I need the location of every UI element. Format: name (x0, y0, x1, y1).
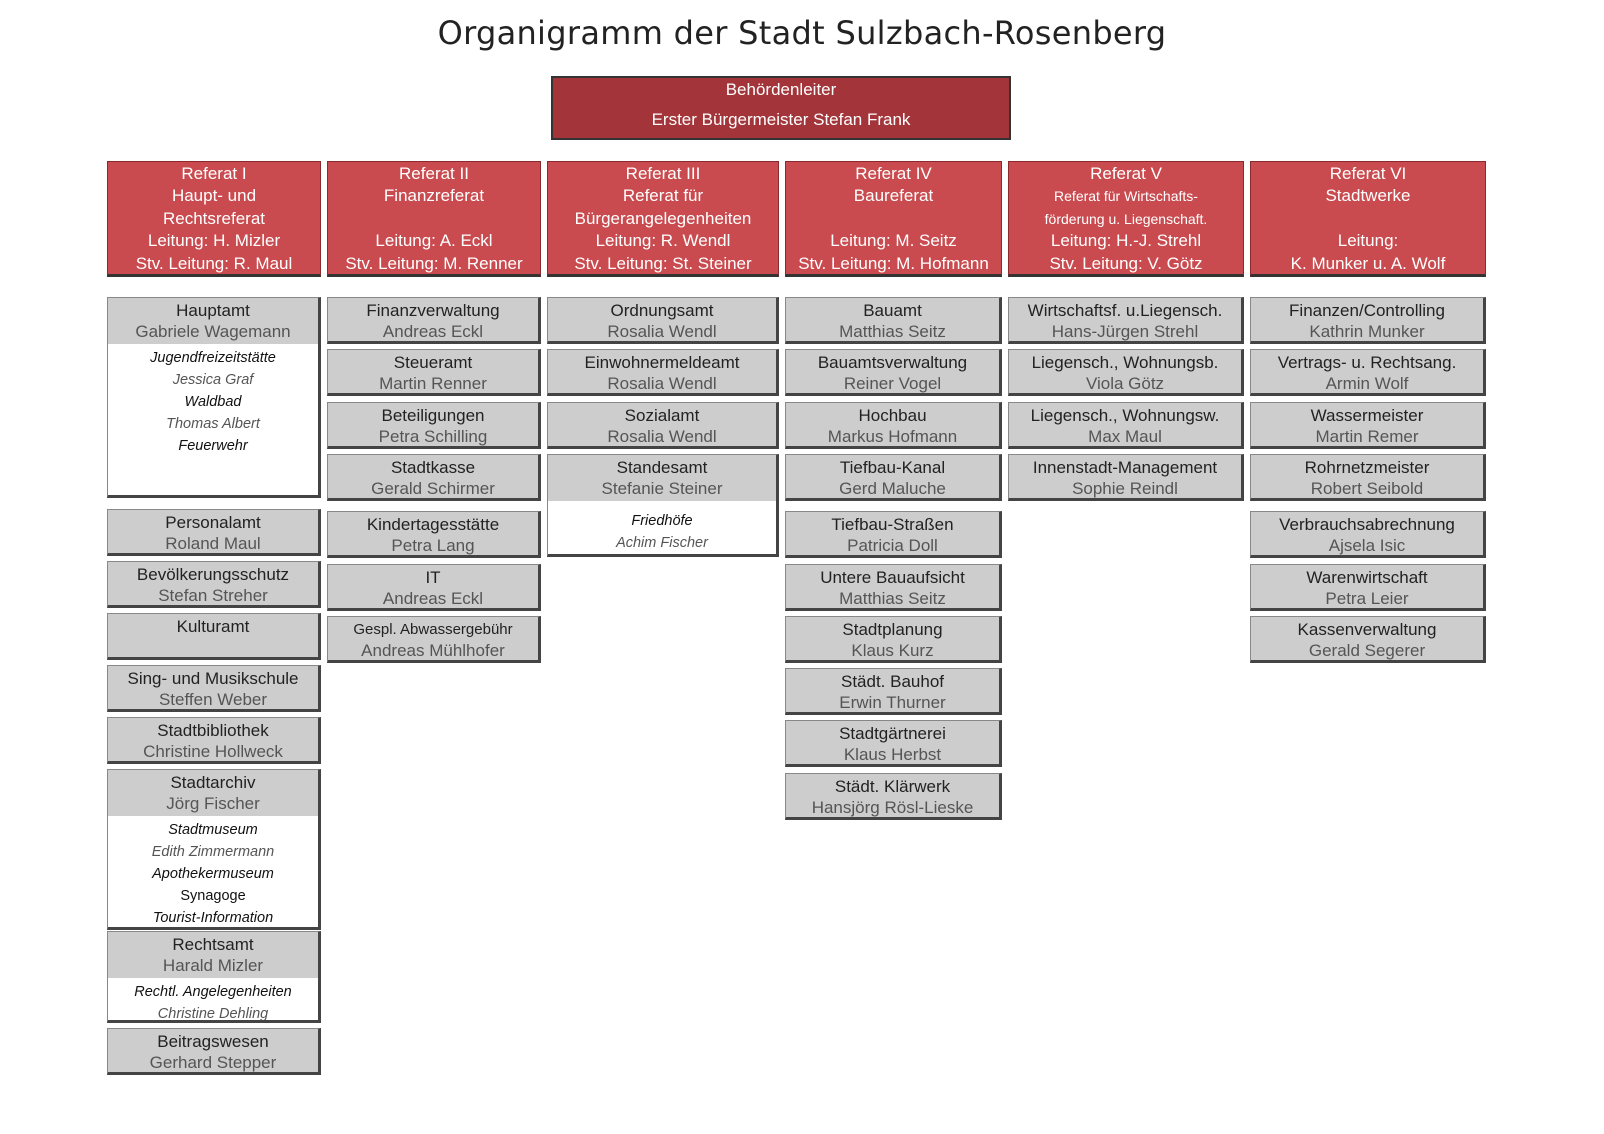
unit-box (547, 454, 779, 557)
unit-head-person: Martin Renner (379, 374, 487, 394)
unit-name: Innenstadt-Management (1032, 457, 1218, 477)
sub-unit-list (548, 501, 776, 554)
unit-head-person: Petra Lang (391, 536, 475, 556)
sub-unit-name: Friedhöfe (631, 512, 693, 529)
referat-header-line: Leitung: H. Mizler (147, 231, 281, 251)
unit-head-person: Hans-Jürgen Strehl (1051, 322, 1199, 341)
unit-name: Rechtsamt (172, 935, 254, 954)
unit-head-person: Matthias Seitz (839, 322, 946, 341)
sub-unit-name: Tourist-Information (152, 910, 274, 926)
referat-header-4 (785, 161, 1002, 277)
unit-box (327, 511, 541, 558)
unit-head-person: Stefanie Steiner (601, 478, 723, 498)
referat-header-line (1251, 208, 1485, 230)
sub-unit-person: Jessica Graf (172, 372, 254, 388)
referat-header-line: Stv. Leitung: R. Maul (135, 253, 293, 273)
sub-unit-list (108, 978, 318, 1020)
unit-box (785, 564, 1002, 611)
unit-box (1250, 616, 1486, 663)
unit-head-person: Viola Götz (1085, 374, 1165, 394)
head-of-authority-box (551, 76, 1011, 140)
unit-head-person: Reiner Vogel (843, 374, 942, 394)
referat-header-line: Leitung: A. Eckl (375, 231, 493, 251)
unit-head-person: Max Maul (1088, 426, 1162, 446)
referat-header-line (786, 208, 1001, 230)
unit-box (107, 561, 321, 608)
sub-unit-list (108, 344, 318, 495)
page-title: Organigramm der Stadt Sulzbach-Rosenberg (437, 14, 1167, 52)
referat-header-line: Referat I (181, 164, 247, 183)
unit-head-person: Stefan Streher (158, 586, 268, 605)
unit-name: Stadtgärtnerei (839, 724, 946, 744)
unit-name: Steueramt (393, 353, 473, 373)
unit-box (1250, 349, 1486, 396)
unit-box (107, 931, 321, 1023)
unit-box (327, 349, 541, 396)
sub-unit-name: Feuerwehr (178, 438, 248, 454)
unit-head-person: Rosalia Wendl (607, 322, 717, 341)
unit-name: Stadtkasse (390, 457, 476, 477)
unit-box (785, 402, 1002, 449)
unit-box (785, 349, 1002, 396)
unit-name: Standesamt (616, 457, 708, 477)
unit-box (785, 297, 1002, 344)
unit-head-person: Patricia Doll (847, 536, 938, 556)
unit-head-person: Gerald Schirmer (371, 478, 495, 498)
unit-box (785, 668, 1002, 715)
unit-box (107, 297, 321, 498)
referat-header-line: Referat VI (1329, 164, 1407, 183)
unit-head-person: Klaus Kurz (851, 640, 934, 660)
referat-header-line: Baureferat (853, 186, 934, 206)
unit-box (1008, 454, 1244, 501)
referat-header-line: förderung u. Liegenschaft. (1044, 210, 1208, 227)
sub-unit-name: Waldbad (184, 394, 242, 410)
referat-header-1 (107, 161, 321, 277)
referat-header-line: K. Munker u. A. Wolf (1290, 253, 1446, 273)
unit-box (1008, 349, 1244, 396)
unit-name: Rohrnetzmeister (1304, 457, 1430, 477)
unit-box (1008, 297, 1244, 344)
unit-head-person: Jörg Fischer (166, 794, 260, 813)
referat-header-3 (547, 161, 779, 277)
unit-box (785, 720, 1002, 767)
referat-header-line: Stv. Leitung: V. Götz (1049, 253, 1203, 273)
unit-box (547, 402, 779, 449)
referat-header-line: Referat für Wirtschafts- (1054, 188, 1198, 205)
unit-head-person: Hansjörg Rösl-Lieske (811, 797, 974, 817)
referat-header-2 (327, 161, 541, 277)
unit-name: Städt. Bauhof (840, 672, 945, 692)
unit-box (785, 773, 1002, 820)
unit-name: Bauamtsverwaltung (817, 353, 968, 373)
unit-name: Sozialamt (624, 405, 700, 425)
unit-box (327, 297, 541, 344)
sub-unit-person: Christine Dehling (157, 1006, 269, 1022)
unit-head-person: Andreas Mühlhofer (361, 640, 505, 660)
sub-unit-person: Achim Fischer (616, 534, 708, 551)
unit-head-person: Roland Maul (165, 534, 261, 553)
unit-box (107, 509, 321, 556)
unit-head-person: Petra Schilling (378, 426, 488, 446)
unit-box (1250, 297, 1486, 344)
unit-name: Finanzverwaltung (366, 301, 500, 320)
referat-header-line: Finanzreferat (383, 186, 485, 206)
referat-header-line: Stadtwerke (1325, 186, 1411, 206)
unit-name: Vertrags- u. Rechtsang. (1277, 353, 1457, 373)
unit-box (327, 616, 541, 663)
referat-header-5 (1008, 161, 1244, 277)
unit-name: Finanzen/Controlling (1289, 301, 1445, 320)
referat-header-line: Referat IV (855, 164, 932, 183)
unit-head-person: Robert Seibold (1310, 478, 1424, 498)
unit-name: Kassenverwaltung (1297, 619, 1437, 639)
unit-name: Sing- und Musikschule (127, 669, 299, 688)
unit-head-person: Armin Wolf (1325, 374, 1409, 394)
unit-box (547, 297, 779, 344)
unit-name: Städt. Klärwerk (834, 776, 951, 796)
referat-header-line: Leitung: M. Seitz (830, 231, 957, 251)
unit-box (785, 511, 1002, 558)
unit-name: Kulturamt (176, 617, 250, 636)
unit-box (107, 1028, 321, 1075)
unit-box (1250, 511, 1486, 558)
unit-head-person: Andreas Eckl (382, 588, 484, 608)
unit-name: IT (425, 567, 441, 587)
sub-unit-name: Apothekermuseum (152, 866, 274, 882)
unit-name: Stadtarchiv (170, 773, 256, 792)
unit-name: Bauamt (863, 301, 922, 320)
sub-unit-list (108, 816, 318, 927)
referat-header-line: Stv. Leitung: M. Hofmann (798, 253, 989, 273)
unit-box (547, 349, 779, 396)
referat-header-line: Stv. Leitung: St. Steiner (574, 253, 752, 273)
unit-head-person: Erwin Thurner (839, 693, 946, 713)
unit-head-person: Petra Leier (1325, 588, 1409, 608)
referat-header-line: Referat III (625, 164, 701, 183)
unit-head-person: Sophie Reindl (1072, 478, 1178, 498)
unit-head-person: Christine Hollweck (143, 742, 283, 761)
unit-name: Wassermeister (1310, 405, 1424, 425)
unit-name: Bevölkerungsschutz (136, 565, 290, 584)
unit-name: Beitragswesen (157, 1032, 269, 1051)
referat-header-line: Rechtsreferat (162, 208, 266, 228)
referat-header-line: Referat für (622, 186, 704, 206)
unit-name: Personalamt (165, 513, 261, 532)
unit-name: Liegensch., Wohnungsb. (1031, 353, 1219, 373)
unit-name: Verbrauchsabrechnung (1279, 515, 1455, 535)
unit-name: Wirtschaftsf. u.Liegensch. (1027, 301, 1223, 320)
unit-head-person: Kathrin Munker (1309, 322, 1425, 341)
unit-box (785, 616, 1002, 663)
referat-header-line: Haupt- und (171, 186, 257, 206)
referat-header-line: Bürgerangelegenheiten (574, 208, 752, 228)
unit-name: Hochbau (858, 405, 927, 425)
referat-header-line: Referat II (399, 164, 469, 183)
head-person: Erster Bürgermeister Stefan Frank (651, 110, 911, 129)
unit-head-person: Gerald Segerer (1308, 640, 1426, 660)
unit-name: Einwohnermeldeamt (584, 353, 740, 373)
unit-name: Hauptamt (176, 301, 250, 320)
unit-name: Tiefbau-Straßen (831, 515, 954, 535)
unit-box (107, 717, 321, 764)
referat-header-line: Referat V (1090, 164, 1162, 183)
sub-unit-name: Rechtl. Angelegenheiten (134, 984, 292, 1000)
head-label: Behördenleiter (725, 80, 837, 99)
unit-name: Stadtplanung (842, 619, 943, 639)
unit-box (1250, 402, 1486, 449)
unit-head-person: Markus Hofmann (827, 426, 958, 446)
unit-box (1250, 564, 1486, 611)
unit-head-person: Steffen Weber (158, 690, 268, 709)
unit-name: Stadtbibliothek (157, 721, 269, 740)
unit-head-person: Rosalia Wendl (607, 426, 717, 446)
unit-head-person: Gerhard Stepper (149, 1053, 277, 1072)
unit-name: Warenwirtschaft (1306, 567, 1428, 587)
unit-box (327, 454, 541, 501)
referat-header-line: Leitung: H.-J. Strehl (1050, 231, 1202, 251)
unit-box (327, 564, 541, 611)
unit-head-person: Klaus Herbst (843, 745, 942, 765)
unit-box (785, 454, 1002, 501)
unit-box (107, 613, 321, 660)
unit-name: Beteiligungen (381, 405, 485, 425)
sub-unit-name: Jugendfreizeitstätte (150, 350, 276, 366)
unit-name: Kindertagesstätte (366, 515, 500, 535)
referat-header-line (328, 208, 540, 230)
unit-head-person: Matthias Seitz (839, 588, 946, 608)
sub-unit-name: Stadtmuseum (168, 822, 258, 838)
unit-name: Untere Bauaufsicht (820, 567, 965, 587)
referat-header-line: Leitung: (1337, 231, 1399, 251)
unit-head-person: Harald Mizler (162, 956, 264, 975)
sub-unit-person: Thomas Albert (166, 416, 260, 432)
sub-unit-person: Edith Zimmermann (151, 844, 275, 860)
unit-head-person: Martin Remer (1315, 426, 1419, 446)
sub-unit-name: Synagoge (180, 888, 246, 904)
referat-header-line: Stv. Leitung: M. Renner (345, 253, 523, 273)
referat-header-line: Leitung: R. Wendl (595, 231, 731, 251)
unit-name: Gespl. Abwassergebühr (353, 620, 513, 638)
unit-head-person: Ajsela Isic (1328, 536, 1406, 556)
unit-head-person: Rosalia Wendl (607, 374, 717, 394)
unit-box (327, 402, 541, 449)
unit-box (1250, 454, 1486, 501)
unit-name: Liegensch., Wohnungsw. (1030, 405, 1220, 425)
unit-name: Tiefbau-Kanal (839, 457, 946, 477)
unit-box (107, 665, 321, 712)
unit-head-person: Gabriele Wagemann (135, 322, 291, 341)
unit-name: Ordnungsamt (610, 301, 714, 320)
referat-header-6 (1250, 161, 1486, 277)
unit-box (1008, 402, 1244, 449)
unit-head-person: Gerd Maluche (839, 478, 946, 498)
unit-head-person: Andreas Eckl (382, 322, 484, 341)
unit-box (107, 769, 321, 930)
